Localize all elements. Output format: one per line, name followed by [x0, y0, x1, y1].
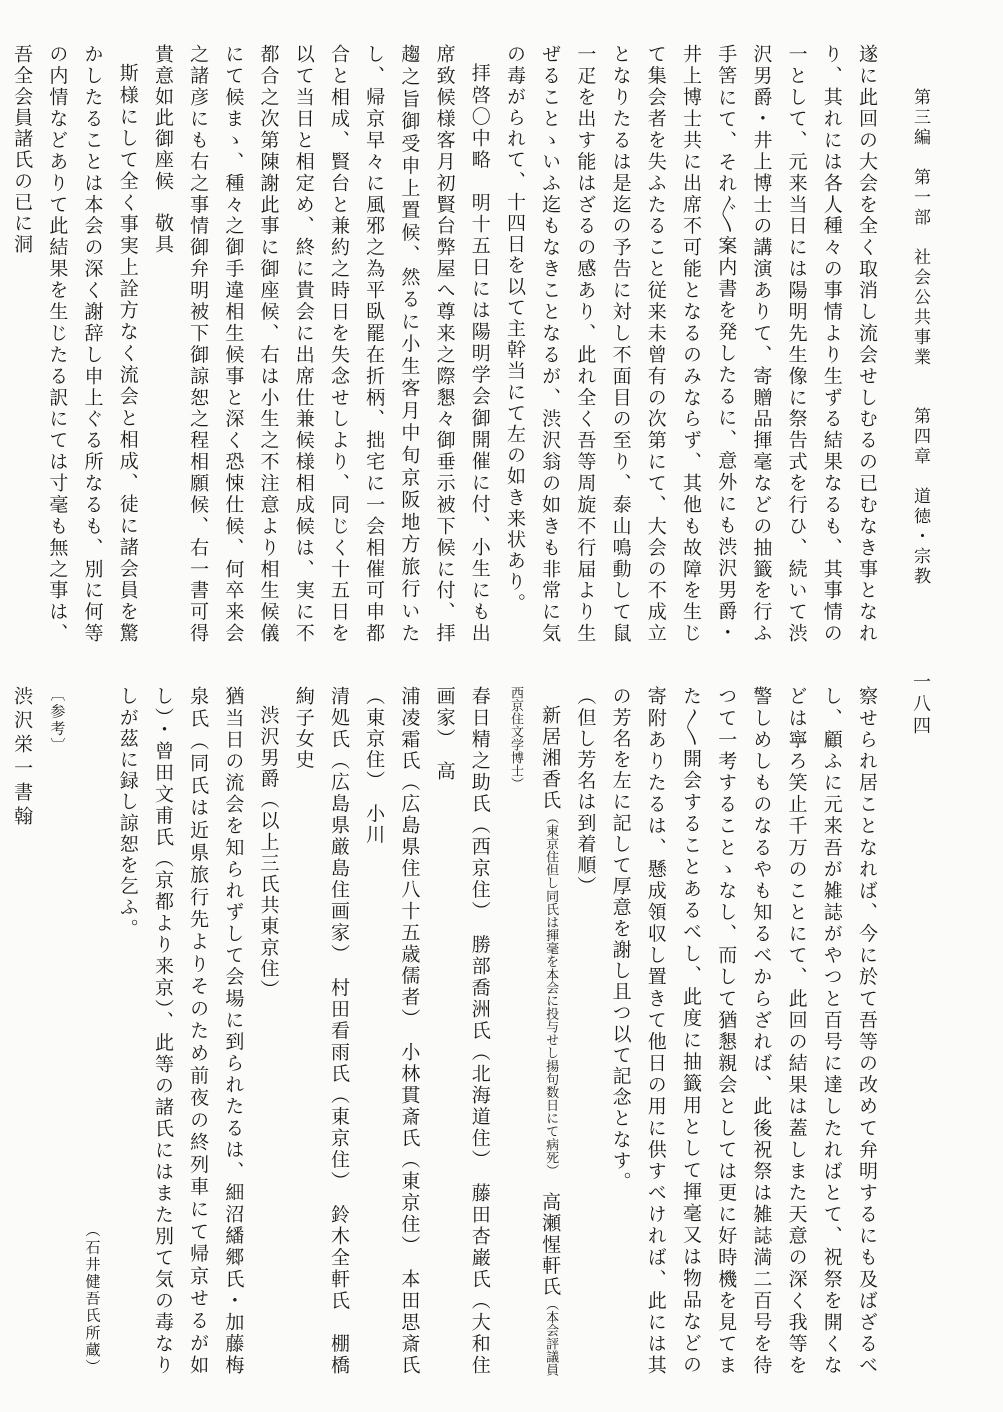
running-header: [897, 88, 933, 618]
paragraph: 斯様にして全く事実上詮方なく流会と相成、徒に諸会員を驚かしたることは本会の深く謝辞し申上ぐる所なるも、別に何等の内情などありて此結果を生じたる訳にては寸毫も無之事は、吾全会員諸氏の已に洞: [11, 44, 139, 644]
source-note: （石井健吾氏所蔵）: [83, 1222, 102, 1376]
reference-label: 〔参考〕: [48, 686, 67, 755]
donor-list-line: 清処氏（広島県厳島住画家） 村田看雨氏（東京住） 鈴木全軒氏 棚橋絢子女史: [292, 686, 350, 1376]
donor-note: （本会評議員西京住文学博士）: [507, 686, 559, 1377]
donor-list-line: [497, 686, 567, 1376]
paragraph: 遂に此回の大会を全く取消し流会せしむるの已むなき事となれり、其れには各人種々の事情より生ずる結果なるも、其事情の一として、元来当日には陽明先生像に祭告式を行ひ、続いて渋沢男爵・井上博士の講演ありて、寄贈品揮毫などの抽籤を行ふ手筈にて、それ〴〵案内書を発したるに、意外にも渋沢男爵・井上博士共に出席不可能となるのみならず、其他も故障を生じて集会者を失ふたること従来未曾有の次第にて、大会の不成立となりたるは是迄の予告に対し不面目の至り、泰山鳴動して鼠一疋を出す能はざるの感あり、此れ全く吾等周旋不行届より生ぜることゝいふ迄もなきことなるが、渋沢翁の如きも非常に気の毒がられて、十四日を以て主幹当にて左の如き来状あり。: [503, 44, 878, 644]
donor-list-line: 春日精之助氏（西京住） 勝部喬洲氏（北海道住） 藤田杏巌氏（大和住画家） 高: [433, 686, 491, 1376]
page-number: 一八四: [910, 672, 931, 738]
donor-list-line: 渋沢男爵（以上三氏共東京住）: [257, 705, 280, 1001]
donors-heading: （但し芳名は到着順）: [574, 686, 597, 897]
upper-text-block: [11, 44, 884, 644]
donor-list-line: 浦凌霜氏（広島県住八十五歳儒者） 小林貫斎氏（東京住） 本田思斎氏（東京住） 小川: [363, 686, 421, 1376]
donor-note: （東京住但し同氏は揮毫を本会に投与せし揚句数日にて病死）: [543, 810, 559, 1171]
chapter-title: 第四章 道徳・宗教: [910, 406, 930, 587]
donor-name: 新居湘香氏: [539, 705, 562, 811]
paragraph: 察せられ居ことなれば、今に於て吾等の改めて弁明するにも及ばざるべし、顧ふに元来吾が雑誌がやつと百号に達したればとて、祝祭を開くなどは寧ろ笑止千万のことにて、此回の結果は蓋しまた天意の深く我等を警しめしものなるやも知るべからざれば、此後祝祭は雑誌満二百号を待つて一考することゝなし、而して猶懇親会としては更に好時機を見てまた〳〵開会することあるべし、此度に抽籤用として揮毫又は物品などの寄附ありたるは、懸成領収し置きて他日の用に供すべければ、此には其の芳名を左に記して厚意を謝し且つ以て記念となす。: [609, 686, 878, 1376]
letter-quote: 拝啓〇中略 明十五日には陽明学会御開催に付、小生にも出席致候様客月初賢台弊屋へ尊来之際懇々御垂示被下候に付、拝趨之旨御受申上置候、然るに小生客月中旬京阪地方旅行いたし、帰京早々に風邪之為平臥罷在折柄、拙宅に一会相催可申都合と相成、賢台と兼約之時日を失念せしより、同じく十五日を以て当日と相定め、終に貴会に出席仕兼候様相成候は、実に不都合之次第陳謝此事に御座候、右は小生之不注意より相生候儀にて候まゝ、種々之御手違相生候事と深く恐悚仕候、何卒来会之諸彦にも右之事情御弁明被下御諒恕之程相願候、右一書可得貴意如此御座候 敬具: [151, 44, 491, 644]
running-title: 第三編 第一部 社会公共事業: [910, 88, 930, 368]
paragraph: 猶当日の流会を知られずして会場に到られたるは、細沼繙郷氏・加藤梅泉氏（同氏は近県旅行先よりそのため前夜の終列車にて帰京せるが如し）・曾田文甫氏（京都より来京）、此等の諸氏にはまた別て気の毒なりしが茲に録し諒恕を乞ふ。: [116, 686, 245, 1376]
lower-text-block: [11, 686, 884, 1377]
donor-name: 高瀬惺軒氏: [539, 1191, 562, 1298]
letter-title: 渋沢栄一書翰: [11, 686, 34, 830]
